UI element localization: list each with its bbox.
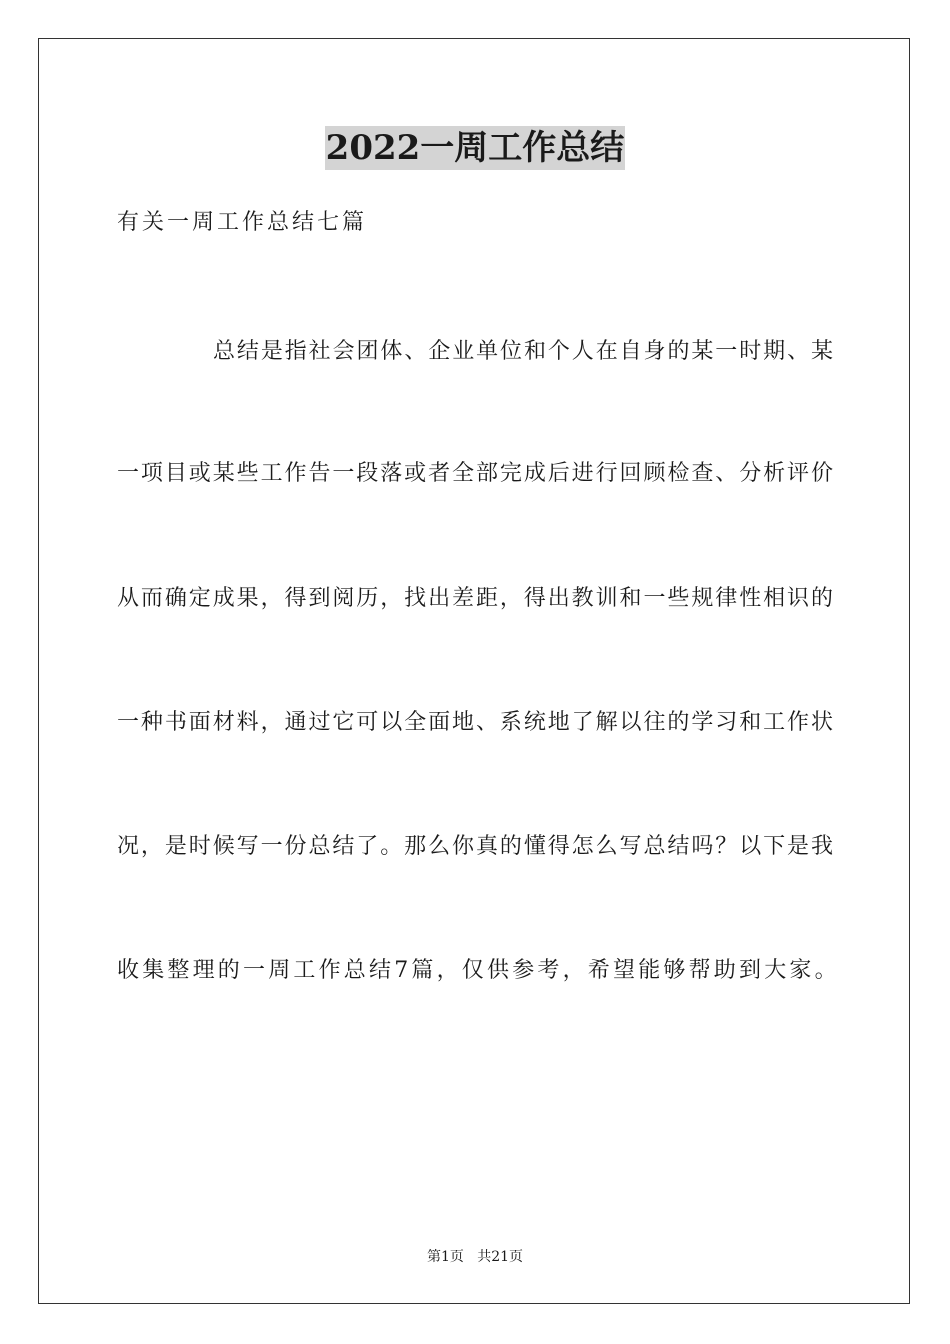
paragraph-line: 况，是时候写一份总结了。那么你真的懂得怎么写总结吗？以下是我 — [117, 834, 833, 859]
paragraph-line: 一种书面材料，通过它可以全面地、系统地了解以往的学习和工作状 — [117, 710, 833, 735]
document-title: 2022一周工作总结 — [325, 128, 625, 168]
title-container — [0, 126, 950, 170]
paragraph-line: 总结是指社会团体、企业单位和个人在自身的某一时期、某 — [213, 339, 833, 364]
paragraph-line: 从而确定成果，得到阅历，找出差距，得出教训和一些规律性相识的 — [117, 586, 833, 611]
document-subtitle: 有关一周工作总结七篇 — [117, 210, 368, 235]
page-number-footer: 第1页 共21页 — [426, 1249, 524, 1265]
paragraph-line: 一项目或某些工作告一段落或者全部完成后进行回顾检查、分析评价 — [117, 461, 833, 486]
paragraph-line: 收集整理的一周工作总结7篇，仅供参考，希望能够帮助到大家。 — [117, 958, 840, 983]
